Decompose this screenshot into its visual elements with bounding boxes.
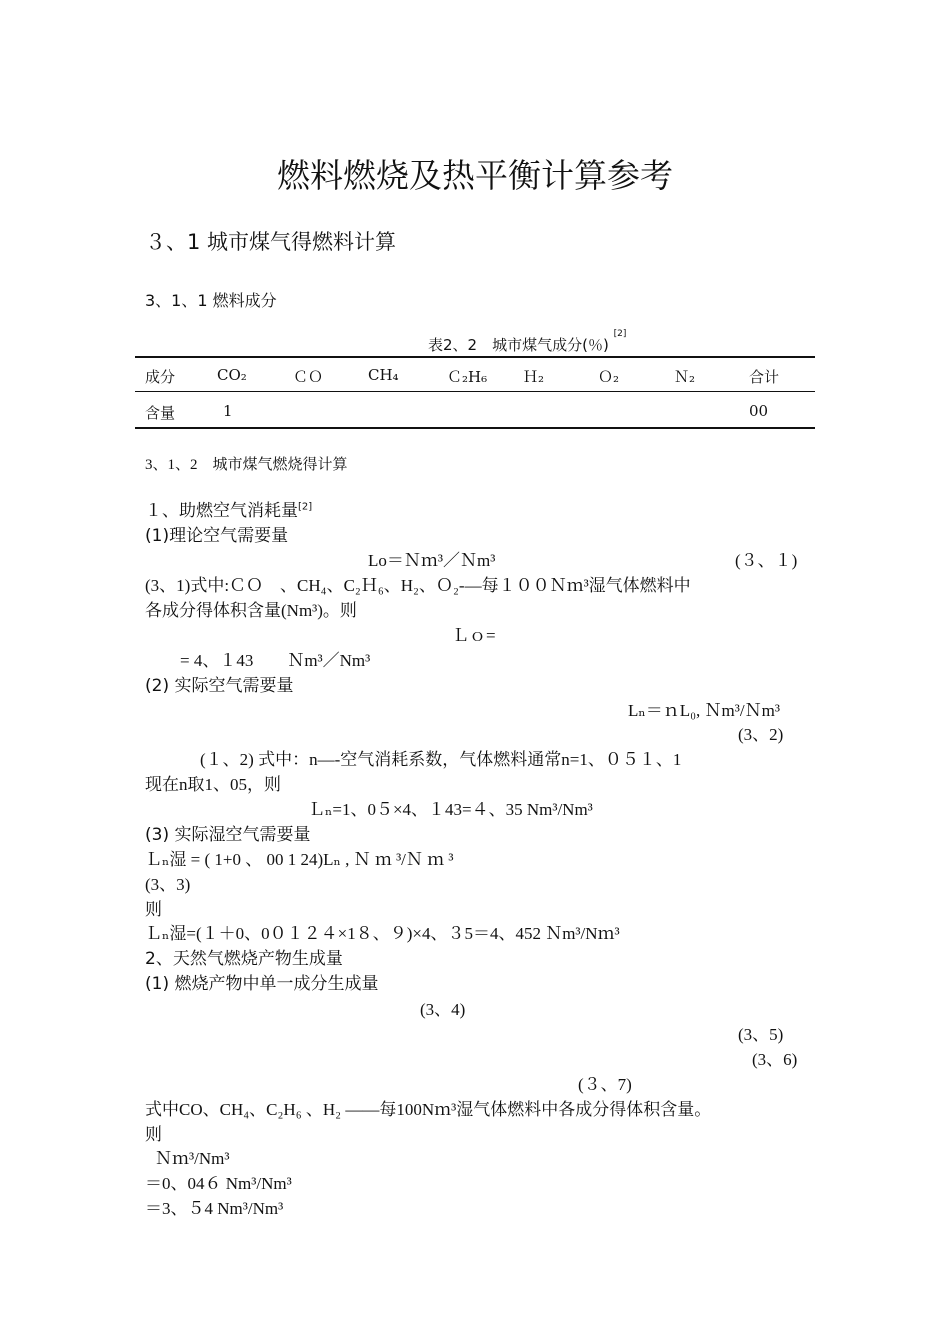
heading-single-products: (1) 燃烧产物中单一成分生成量: [145, 974, 379, 994]
table-bottom-rule: [135, 427, 815, 429]
table-header-cell: ＣＯ: [293, 368, 324, 386]
result-lo: = 4、１43 Ｎm³／Nm³: [180, 651, 371, 670]
equation-number: (３、7): [578, 1075, 632, 1094]
table-header-rule: [135, 391, 815, 392]
equation-lo: Lo＝Ｎｍ³／Ｎm³: [368, 551, 496, 570]
explanation-line: (１、2) 式中：n—-空气消耗系数，气体燃料通常n=1、０５１、1: [200, 750, 682, 769]
table-header-cell: Ｃ₂H₆: [447, 368, 488, 386]
reference-marker: [2]: [298, 501, 313, 513]
heading-actual-air: (2) 实际空气需要量: [145, 676, 294, 696]
heading-combustion-air: [145, 496, 312, 521]
table-caption: [428, 329, 627, 355]
result-line: ＝0、04６ Nm³/Nm³: [145, 1174, 292, 1193]
explanation-line: 则: [145, 1125, 162, 1144]
explanation-line: 式中CO、CH₄、C₂H₆ 、H₂ ——每100Nｍ³湿气体燃料中各成分得体积含量。: [145, 1100, 712, 1119]
heading-theoretical-air: (1)理论空气需要量: [145, 526, 289, 546]
heading-products: 2、天然气燃烧产物生成量: [145, 949, 343, 969]
unit-line: Ｎｍ³/Nm³: [155, 1149, 230, 1168]
table-cell: 1: [223, 402, 233, 420]
table-cell: 00: [749, 402, 769, 420]
table-header-cell: Ｈ₂: [523, 368, 545, 386]
table-header-cell: CO₂: [217, 366, 247, 384]
explanation-line: 现在n取1、05，则: [145, 775, 281, 794]
equation-wet: Ｌₙ湿 = ( 1+0 、 00 1 24)Lₙ , Ｎ ｍ ³/Ｎ ｍ ³: [145, 850, 454, 869]
subsection-heading-composition: 3、1、1 燃料成分: [145, 291, 277, 310]
subsection-heading-combustion: 3、1、2 城市煤气燃烧得计算: [145, 457, 348, 473]
table-caption-ref: [2]: [613, 329, 627, 339]
explanation-line: 各成分得体积含量(Nm³)。则: [145, 601, 357, 620]
result-line: ＝3、５4 Nm³/Nm³: [145, 1199, 284, 1218]
equation-number: (3、6): [752, 1050, 798, 1069]
table-header-cell: 合计: [749, 368, 780, 386]
result-ln: Ｌₙ=1、0５×4、１43=４、35 Nm³/Nm³: [308, 800, 593, 819]
table-top-rule: [135, 356, 815, 358]
equation-number: (3、3): [145, 875, 191, 894]
text-then: 则: [145, 900, 162, 919]
table-caption-text: 表2、2 城市煤气成分(％): [428, 336, 609, 354]
table-row-label: 含量: [145, 404, 176, 422]
result-wet: Ｌₙ湿=(１＋0、0０１２４×1８、９)×4、３5＝4、452 Ｎm³/Nｍ³: [145, 924, 620, 943]
equation-number: (3、4): [420, 1000, 466, 1019]
explanation-line: (3、1)式中:ＣＯ 、CH₄、C₂Ｈ₆、H₂、Ｏ₂-—每１００Ｎｍ³湿气体燃料中: [145, 576, 691, 595]
equation-lo-expression: Ｌｏ=: [452, 626, 496, 645]
table-header-cell: Ｎ₂: [674, 368, 696, 386]
equation-ln: Lₙ＝ｎL₀, Ｎm³/Ｎm³: [628, 701, 780, 720]
equation-number: (3、5): [738, 1025, 784, 1044]
heading-combustion-air-text: １、助燃空气消耗量: [145, 501, 298, 521]
equation-number: (３、１): [735, 551, 798, 570]
heading-wet-air: (3) 实际湿空气需要量: [145, 825, 311, 845]
table-header-cell: CH₄: [368, 366, 399, 384]
equation-number: (3、2): [738, 725, 784, 744]
document-title: 燃料燃烧及热平衡计算参考: [277, 156, 673, 195]
table-header-cell: 成分: [145, 368, 176, 386]
section-heading: ３、1 城市煤气得燃料计算: [145, 230, 397, 254]
table-header-cell: Ｏ₂: [598, 368, 620, 386]
